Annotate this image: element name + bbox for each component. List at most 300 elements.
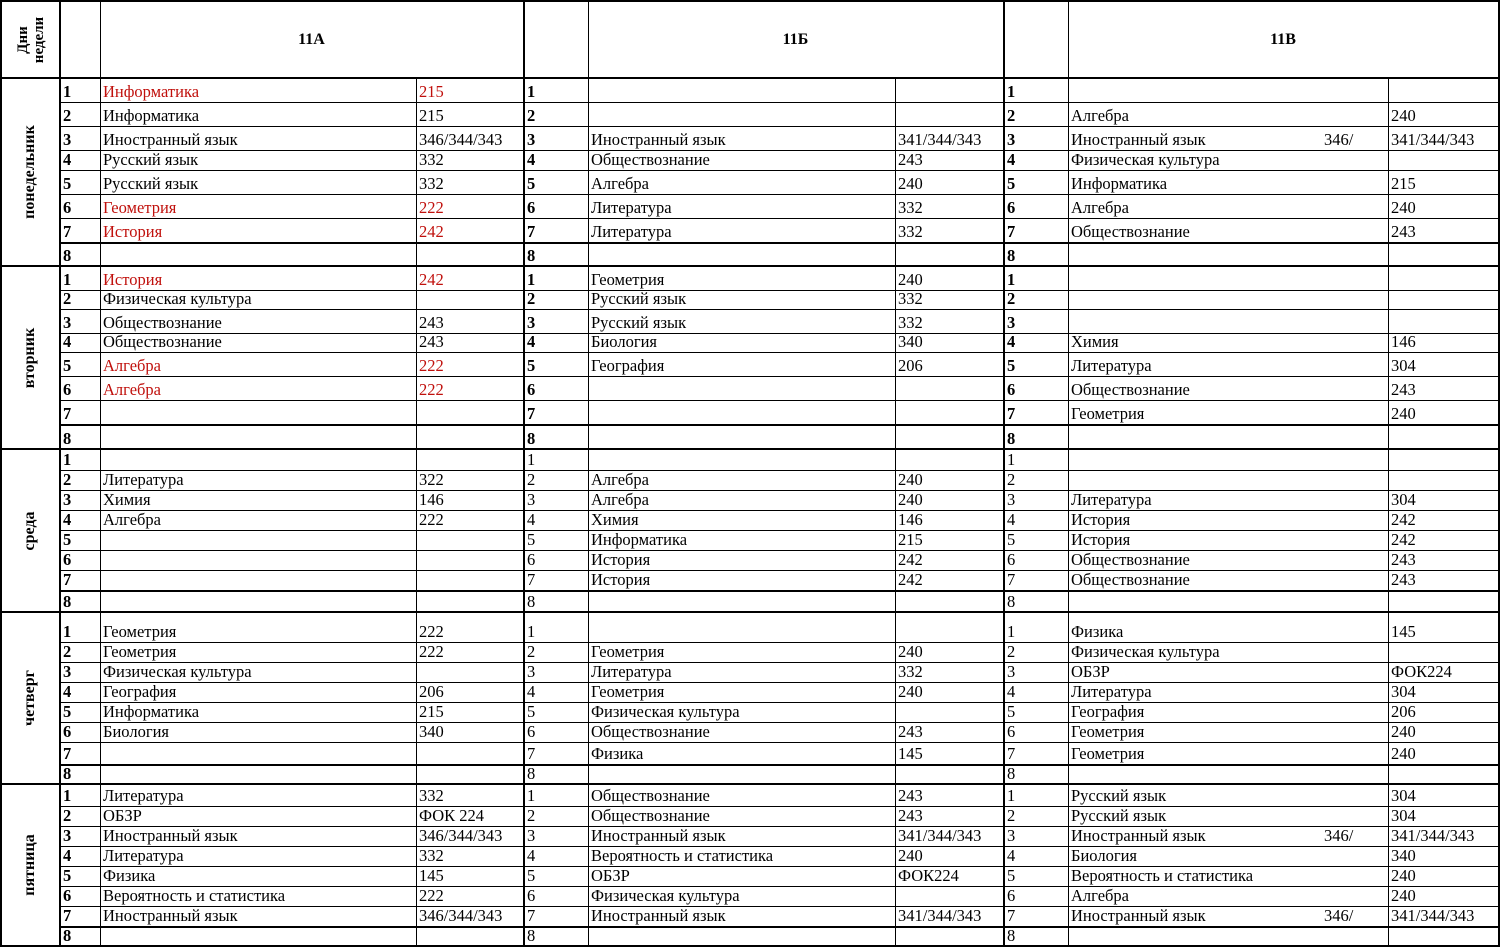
room-11a: 145: [419, 866, 444, 885]
lesson-number-11b: 7: [527, 906, 536, 925]
lesson-number-11b: 5: [527, 866, 536, 885]
room-11a: 346/344/343: [419, 906, 503, 925]
subject-11b: Физическая культура: [591, 886, 740, 905]
lesson-number-11v: 8: [1007, 429, 1016, 448]
room-11a: 332: [419, 150, 444, 169]
lesson-number-11b: 1: [527, 786, 536, 805]
subject-11v: Информатика: [1071, 174, 1168, 193]
subject-11b: Литература: [591, 222, 672, 241]
lesson-number-11a: 7: [63, 570, 72, 589]
lesson-number-11b: 5: [527, 702, 536, 721]
grid-line: [59, 376, 1500, 377]
lesson-number-11a: 2: [63, 470, 72, 489]
grid-line: [59, 309, 1500, 310]
grid-line: [59, 333, 1500, 334]
grid-line: [59, 170, 1500, 171]
subject-11v: ОБЗР: [1071, 662, 1110, 681]
lesson-number-11v: 8: [1007, 926, 1016, 945]
room-11a: 346/344/343: [419, 826, 503, 845]
subject-11v: Геометрия: [1071, 722, 1145, 741]
room-11v: 341/344/343: [1391, 826, 1475, 845]
lesson-number-11a: 8: [63, 926, 72, 945]
subject-11b: Физика: [591, 744, 644, 763]
grid-line: [0, 0, 2, 947]
grid-line: [59, 242, 1500, 244]
subject-11a: География: [103, 682, 177, 701]
room-11b: 215: [898, 530, 923, 549]
grid-line: [0, 611, 1500, 613]
room-11b: 243: [898, 722, 923, 741]
room-11a: 332: [419, 786, 444, 805]
lesson-number-11b: 2: [527, 642, 536, 661]
lesson-number-11b: 8: [527, 764, 536, 783]
lesson-number-11a: 4: [63, 332, 72, 351]
lesson-number-11b: 6: [527, 550, 536, 569]
lesson-number-11b: 5: [527, 356, 536, 375]
room-11a: 222: [419, 886, 444, 905]
room-11b: 243: [898, 806, 923, 825]
lesson-number-11a: 8: [63, 764, 72, 783]
grid-line: [59, 742, 1500, 743]
room-11v: 304: [1391, 806, 1416, 825]
subject-11b: География: [591, 356, 665, 375]
grid-line: [59, 126, 1500, 127]
room-11a: 215: [419, 702, 444, 721]
room-11v: 340: [1391, 846, 1416, 865]
lesson-number-11v: 3: [1007, 826, 1016, 845]
room-11b: 332: [898, 198, 923, 217]
lesson-number-11a: 8: [63, 592, 72, 611]
lesson-number-11a: 3: [63, 490, 72, 509]
grid-line: [59, 218, 1500, 219]
room-11b: 332: [898, 222, 923, 241]
subject-11v: Физика: [1071, 622, 1124, 641]
room-11b: 240: [898, 174, 923, 193]
subject-11a: Геометрия: [103, 198, 177, 217]
lesson-number-11b: 2: [527, 806, 536, 825]
room-11a: 322: [419, 470, 444, 489]
subject-11b: Литература: [591, 198, 672, 217]
subject-11v: Обществознание: [1071, 550, 1190, 569]
lesson-number-11v: 3: [1007, 130, 1016, 149]
subject-11a: История: [103, 222, 163, 241]
subject-11a: Литература: [103, 786, 184, 805]
lesson-number-11b: 4: [527, 332, 536, 351]
room-11b: 243: [898, 786, 923, 805]
lesson-number-11a: 4: [63, 846, 72, 865]
lesson-number-11a: 4: [63, 510, 72, 529]
room-11v: 304: [1391, 490, 1416, 509]
subject-11a: Иностранный язык: [103, 906, 238, 925]
subject-11a: Обществознание: [103, 332, 222, 351]
lesson-number-11v: 4: [1007, 682, 1016, 701]
subject-11v: Геометрия: [1071, 404, 1145, 423]
room-11a: 346/344/343: [419, 130, 503, 149]
lesson-number-11a: 2: [63, 642, 72, 661]
room-11a: 222: [419, 198, 444, 217]
grid-line: [59, 400, 1500, 401]
lesson-number-11a: 8: [63, 429, 72, 448]
room-11v: 146: [1391, 332, 1416, 351]
room-11v: 240: [1391, 404, 1416, 423]
lesson-number-11b: 6: [527, 722, 536, 741]
lesson-number-11v: 4: [1007, 846, 1016, 865]
grid-line: [0, 0, 1500, 2]
lesson-number-11b: 1: [527, 450, 536, 469]
lesson-number-11v: 6: [1007, 380, 1016, 399]
subject-11v: Биология: [1071, 846, 1138, 865]
lesson-number-11v: 1: [1007, 82, 1016, 101]
lesson-number-11b: 6: [527, 380, 536, 399]
grid-line: [523, 0, 525, 947]
subject-11b: Вероятность и статистика: [591, 846, 774, 865]
room-11b: 240: [898, 270, 923, 289]
subject-11a: Иностранный язык: [103, 826, 238, 845]
lesson-number-11v: 2: [1007, 106, 1016, 125]
subject-11v: Иностранный язык: [1071, 130, 1206, 149]
grid-line: [416, 78, 417, 947]
room-11a: ФОК 224: [419, 806, 485, 825]
room-11v: 243: [1391, 380, 1416, 399]
lesson-number-11a: 6: [63, 380, 72, 399]
class-header-11v: 11В: [1270, 31, 1296, 48]
lesson-number-11b: 8: [527, 246, 536, 265]
subject-11v: Физическая культура: [1071, 642, 1220, 661]
room-11v: 206: [1391, 702, 1416, 721]
subject-11a: Физическая культура: [103, 289, 252, 308]
grid-line: [59, 570, 1500, 571]
subject-11b: Алгебра: [591, 490, 649, 509]
subject-11b: Информатика: [591, 530, 688, 549]
lesson-number-11b: 2: [527, 470, 536, 489]
lesson-number-11v: 3: [1007, 662, 1016, 681]
room-11v: 242: [1391, 530, 1416, 549]
subject-11a: Вероятность и статистика: [103, 886, 286, 905]
grid-line: [59, 510, 1500, 511]
subject-11v: Алгебра: [1071, 886, 1129, 905]
subject-11v: История: [1071, 510, 1131, 529]
subject-11v: Геометрия: [1071, 744, 1145, 763]
room-11a: 215: [419, 106, 444, 125]
subject-11b: Химия: [591, 510, 639, 529]
room-11b: 332: [898, 289, 923, 308]
lesson-number-11a: 5: [63, 702, 72, 721]
room-11v: 243: [1391, 222, 1416, 241]
grid-line: [1068, 0, 1069, 947]
subject-11a: Физическая культура: [103, 662, 252, 681]
room-11b: 332: [898, 313, 923, 332]
lesson-number-11b: 2: [527, 289, 536, 308]
lesson-number-11b: 1: [527, 270, 536, 289]
room-11a: 242: [419, 270, 444, 289]
lesson-number-11a: 7: [63, 906, 72, 925]
room-extra-11v: 346/: [1324, 130, 1354, 149]
subject-11b: Иностранный язык: [591, 906, 726, 925]
subject-11b: Алгебра: [591, 174, 649, 193]
lesson-number-11v: 4: [1007, 150, 1016, 169]
grid-line: [59, 846, 1500, 847]
lesson-number-11b: 8: [527, 592, 536, 611]
lesson-number-11b: 2: [527, 106, 536, 125]
grid-line: [59, 906, 1500, 907]
lesson-number-11b: 5: [527, 530, 536, 549]
room-11v: 240: [1391, 722, 1416, 741]
lesson-number-11a: 1: [63, 270, 72, 289]
lesson-number-11b: 7: [527, 222, 536, 241]
subject-11a: Биология: [103, 722, 170, 741]
days-header-line1: Дни: [15, 26, 31, 54]
grid-line: [588, 0, 589, 947]
lesson-number-11v: 7: [1007, 744, 1016, 763]
lesson-number-11a: 1: [63, 450, 72, 469]
lesson-number-11v: 8: [1007, 246, 1016, 265]
subject-11b: Русский язык: [591, 313, 687, 332]
lesson-number-11a: 5: [63, 866, 72, 885]
grid-line: [1388, 78, 1389, 947]
room-11v: 304: [1391, 786, 1416, 805]
room-11b: 341/344/343: [898, 906, 982, 925]
subject-11a: Физика: [103, 866, 156, 885]
subject-11v: География: [1071, 702, 1145, 721]
subject-11a: ОБЗР: [103, 806, 142, 825]
lesson-number-11a: 5: [63, 530, 72, 549]
subject-11b: Обществознание: [591, 806, 710, 825]
lesson-number-11a: 5: [63, 174, 72, 193]
subject-11a: Информатика: [103, 106, 200, 125]
lesson-number-11v: 3: [1007, 313, 1016, 332]
subject-11b: Геометрия: [591, 642, 665, 661]
lesson-number-11a: 7: [63, 744, 72, 763]
subject-11b: Геометрия: [591, 682, 665, 701]
room-11v: 240: [1391, 106, 1416, 125]
lesson-number-11a: 1: [63, 82, 72, 101]
grid-line: [59, 642, 1500, 643]
room-11a: 340: [419, 722, 444, 741]
subject-11v: Литература: [1071, 490, 1152, 509]
day-label: среда: [21, 511, 38, 550]
grid-line: [59, 290, 1500, 291]
lesson-number-11b: 6: [527, 198, 536, 217]
grid-line: [59, 0, 61, 947]
room-11b: 240: [898, 846, 923, 865]
room-11b: 240: [898, 470, 923, 489]
subject-11a: Иностранный язык: [103, 130, 238, 149]
subject-11b: Литература: [591, 662, 672, 681]
subject-11b: Обществознание: [591, 722, 710, 741]
room-11v: 341/344/343: [1391, 130, 1475, 149]
room-11b: 206: [898, 356, 923, 375]
grid-line: [895, 78, 896, 947]
lesson-number-11b: 7: [527, 404, 536, 423]
subject-11a: Литература: [103, 846, 184, 865]
subject-11v: Русский язык: [1071, 786, 1167, 805]
room-11v: 240: [1391, 866, 1416, 885]
lesson-number-11b: 4: [527, 150, 536, 169]
lesson-number-11b: 8: [527, 429, 536, 448]
lesson-number-11b: 6: [527, 886, 536, 905]
lesson-number-11a: 6: [63, 550, 72, 569]
lesson-number-11v: 2: [1007, 642, 1016, 661]
grid-line: [0, 448, 1500, 450]
grid-line: [59, 702, 1500, 703]
subject-11a: Информатика: [103, 82, 200, 101]
lesson-number-11a: 3: [63, 662, 72, 681]
subject-11v: Вероятность и статистика: [1071, 866, 1254, 885]
subject-11v: Иностранный язык: [1071, 826, 1206, 845]
grid-line: [59, 550, 1500, 551]
subject-11v: Обществознание: [1071, 222, 1190, 241]
room-11b: 240: [898, 682, 923, 701]
lesson-number-11b: 7: [527, 744, 536, 763]
grid-line: [0, 783, 1500, 785]
lesson-number-11b: 8: [527, 926, 536, 945]
subject-11b: Русский язык: [591, 289, 687, 308]
grid-line: [59, 590, 1500, 592]
room-11v: 243: [1391, 570, 1416, 589]
lesson-number-11b: 7: [527, 570, 536, 589]
lesson-number-11b: 5: [527, 174, 536, 193]
grid-line: [59, 490, 1500, 491]
subject-11b: Обществознание: [591, 150, 710, 169]
subject-11b: Обществознание: [591, 786, 710, 805]
subject-11b: История: [591, 550, 651, 569]
grid-line: [59, 662, 1500, 663]
lesson-number-11v: 1: [1007, 622, 1016, 641]
day-label: вторник: [21, 327, 38, 388]
subject-11a: Литература: [103, 470, 184, 489]
room-11a: 242: [419, 222, 444, 241]
subject-11a: Алгебра: [103, 380, 161, 399]
room-11v: 341/344/343: [1391, 906, 1475, 925]
subject-11a: Информатика: [103, 702, 200, 721]
subject-11v: Обществознание: [1071, 380, 1190, 399]
lesson-number-11a: 2: [63, 106, 72, 125]
lesson-number-11v: 6: [1007, 550, 1016, 569]
subject-11a: Геометрия: [103, 622, 177, 641]
lesson-number-11v: 7: [1007, 570, 1016, 589]
room-11v: 145: [1391, 622, 1416, 641]
room-11a: 222: [419, 380, 444, 399]
room-11a: 332: [419, 846, 444, 865]
lesson-number-11b: 4: [527, 510, 536, 529]
grid-line: [59, 866, 1500, 867]
days-header: [15, 17, 47, 63]
room-11a: 332: [419, 174, 444, 193]
day-label: понедельник: [21, 125, 38, 219]
subject-11a: Алгебра: [103, 510, 161, 529]
lesson-number-11b: 3: [527, 313, 536, 332]
room-11a: 146: [419, 490, 444, 509]
lesson-number-11b: 3: [527, 826, 536, 845]
subject-11v: Химия: [1071, 332, 1119, 351]
room-11v: ФОК224: [1391, 662, 1452, 681]
subject-11v: Иностранный язык: [1071, 906, 1206, 925]
lesson-number-11a: 6: [63, 886, 72, 905]
lesson-number-11v: 6: [1007, 722, 1016, 741]
grid-line: [100, 0, 101, 947]
grid-line: [59, 722, 1500, 723]
lesson-number-11a: 6: [63, 722, 72, 741]
room-11b: 242: [898, 570, 923, 589]
grid-line: [0, 265, 1500, 267]
lesson-number-11v: 4: [1007, 332, 1016, 351]
lesson-number-11b: 3: [527, 490, 536, 509]
day-label: пятница: [21, 834, 38, 896]
room-11b: 332: [898, 662, 923, 681]
lesson-number-11v: 1: [1007, 450, 1016, 469]
subject-11v: Алгебра: [1071, 106, 1129, 125]
lesson-number-11b: 4: [527, 682, 536, 701]
room-11a: 243: [419, 313, 444, 332]
subject-11b: ОБЗР: [591, 866, 630, 885]
lesson-number-11b: 3: [527, 662, 536, 681]
lesson-number-11a: 2: [63, 806, 72, 825]
grid-line: [59, 682, 1500, 683]
room-11b: 242: [898, 550, 923, 569]
room-11v: 242: [1391, 510, 1416, 529]
room-11a: 222: [419, 642, 444, 661]
lesson-number-11v: 5: [1007, 530, 1016, 549]
grid-line: [0, 77, 1500, 79]
subject-11a: Русский язык: [103, 150, 199, 169]
room-11a: 222: [419, 356, 444, 375]
lesson-number-11v: 3: [1007, 490, 1016, 509]
lesson-number-11a: 3: [63, 313, 72, 332]
room-11v: 215: [1391, 174, 1416, 193]
room-11v: 240: [1391, 886, 1416, 905]
lesson-number-11v: 5: [1007, 702, 1016, 721]
lesson-number-11a: 1: [63, 622, 72, 641]
days-header-line2: недели: [31, 16, 47, 64]
class-header-11a: 11А: [298, 31, 325, 48]
lesson-number-11a: 4: [63, 150, 72, 169]
lesson-number-11a: 1: [63, 786, 72, 805]
class-header-11b: 11Б: [782, 31, 809, 48]
lesson-number-11v: 8: [1007, 592, 1016, 611]
room-11v: 304: [1391, 682, 1416, 701]
room-11b: 240: [898, 642, 923, 661]
subject-11a: Русский язык: [103, 174, 199, 193]
subject-11a: История: [103, 270, 163, 289]
lesson-number-11v: 2: [1007, 289, 1016, 308]
grid-line: [59, 424, 1500, 426]
subject-11b: Геометрия: [591, 270, 665, 289]
subject-11b: Иностранный язык: [591, 826, 726, 845]
room-11v: 243: [1391, 550, 1416, 569]
lesson-number-11v: 5: [1007, 356, 1016, 375]
subject-11a: Геометрия: [103, 642, 177, 661]
subject-11b: История: [591, 570, 651, 589]
grid-line: [59, 194, 1500, 195]
room-11b: 340: [898, 332, 923, 351]
room-11a: 215: [419, 82, 444, 101]
subject-11v: Литература: [1071, 356, 1152, 375]
lesson-number-11a: 5: [63, 356, 72, 375]
lesson-number-11a: 2: [63, 289, 72, 308]
grid-line: [59, 352, 1500, 353]
lesson-number-11a: 3: [63, 130, 72, 149]
grid-line: [59, 530, 1500, 531]
subject-11v: Русский язык: [1071, 806, 1167, 825]
lesson-number-11a: 6: [63, 198, 72, 217]
subject-11v: Литература: [1071, 682, 1152, 701]
lesson-number-11v: 6: [1007, 198, 1016, 217]
lesson-number-11a: 7: [63, 404, 72, 423]
subject-11a: Алгебра: [103, 356, 161, 375]
lesson-number-11b: 3: [527, 130, 536, 149]
lesson-number-11v: 7: [1007, 906, 1016, 925]
lesson-number-11v: 6: [1007, 886, 1016, 905]
